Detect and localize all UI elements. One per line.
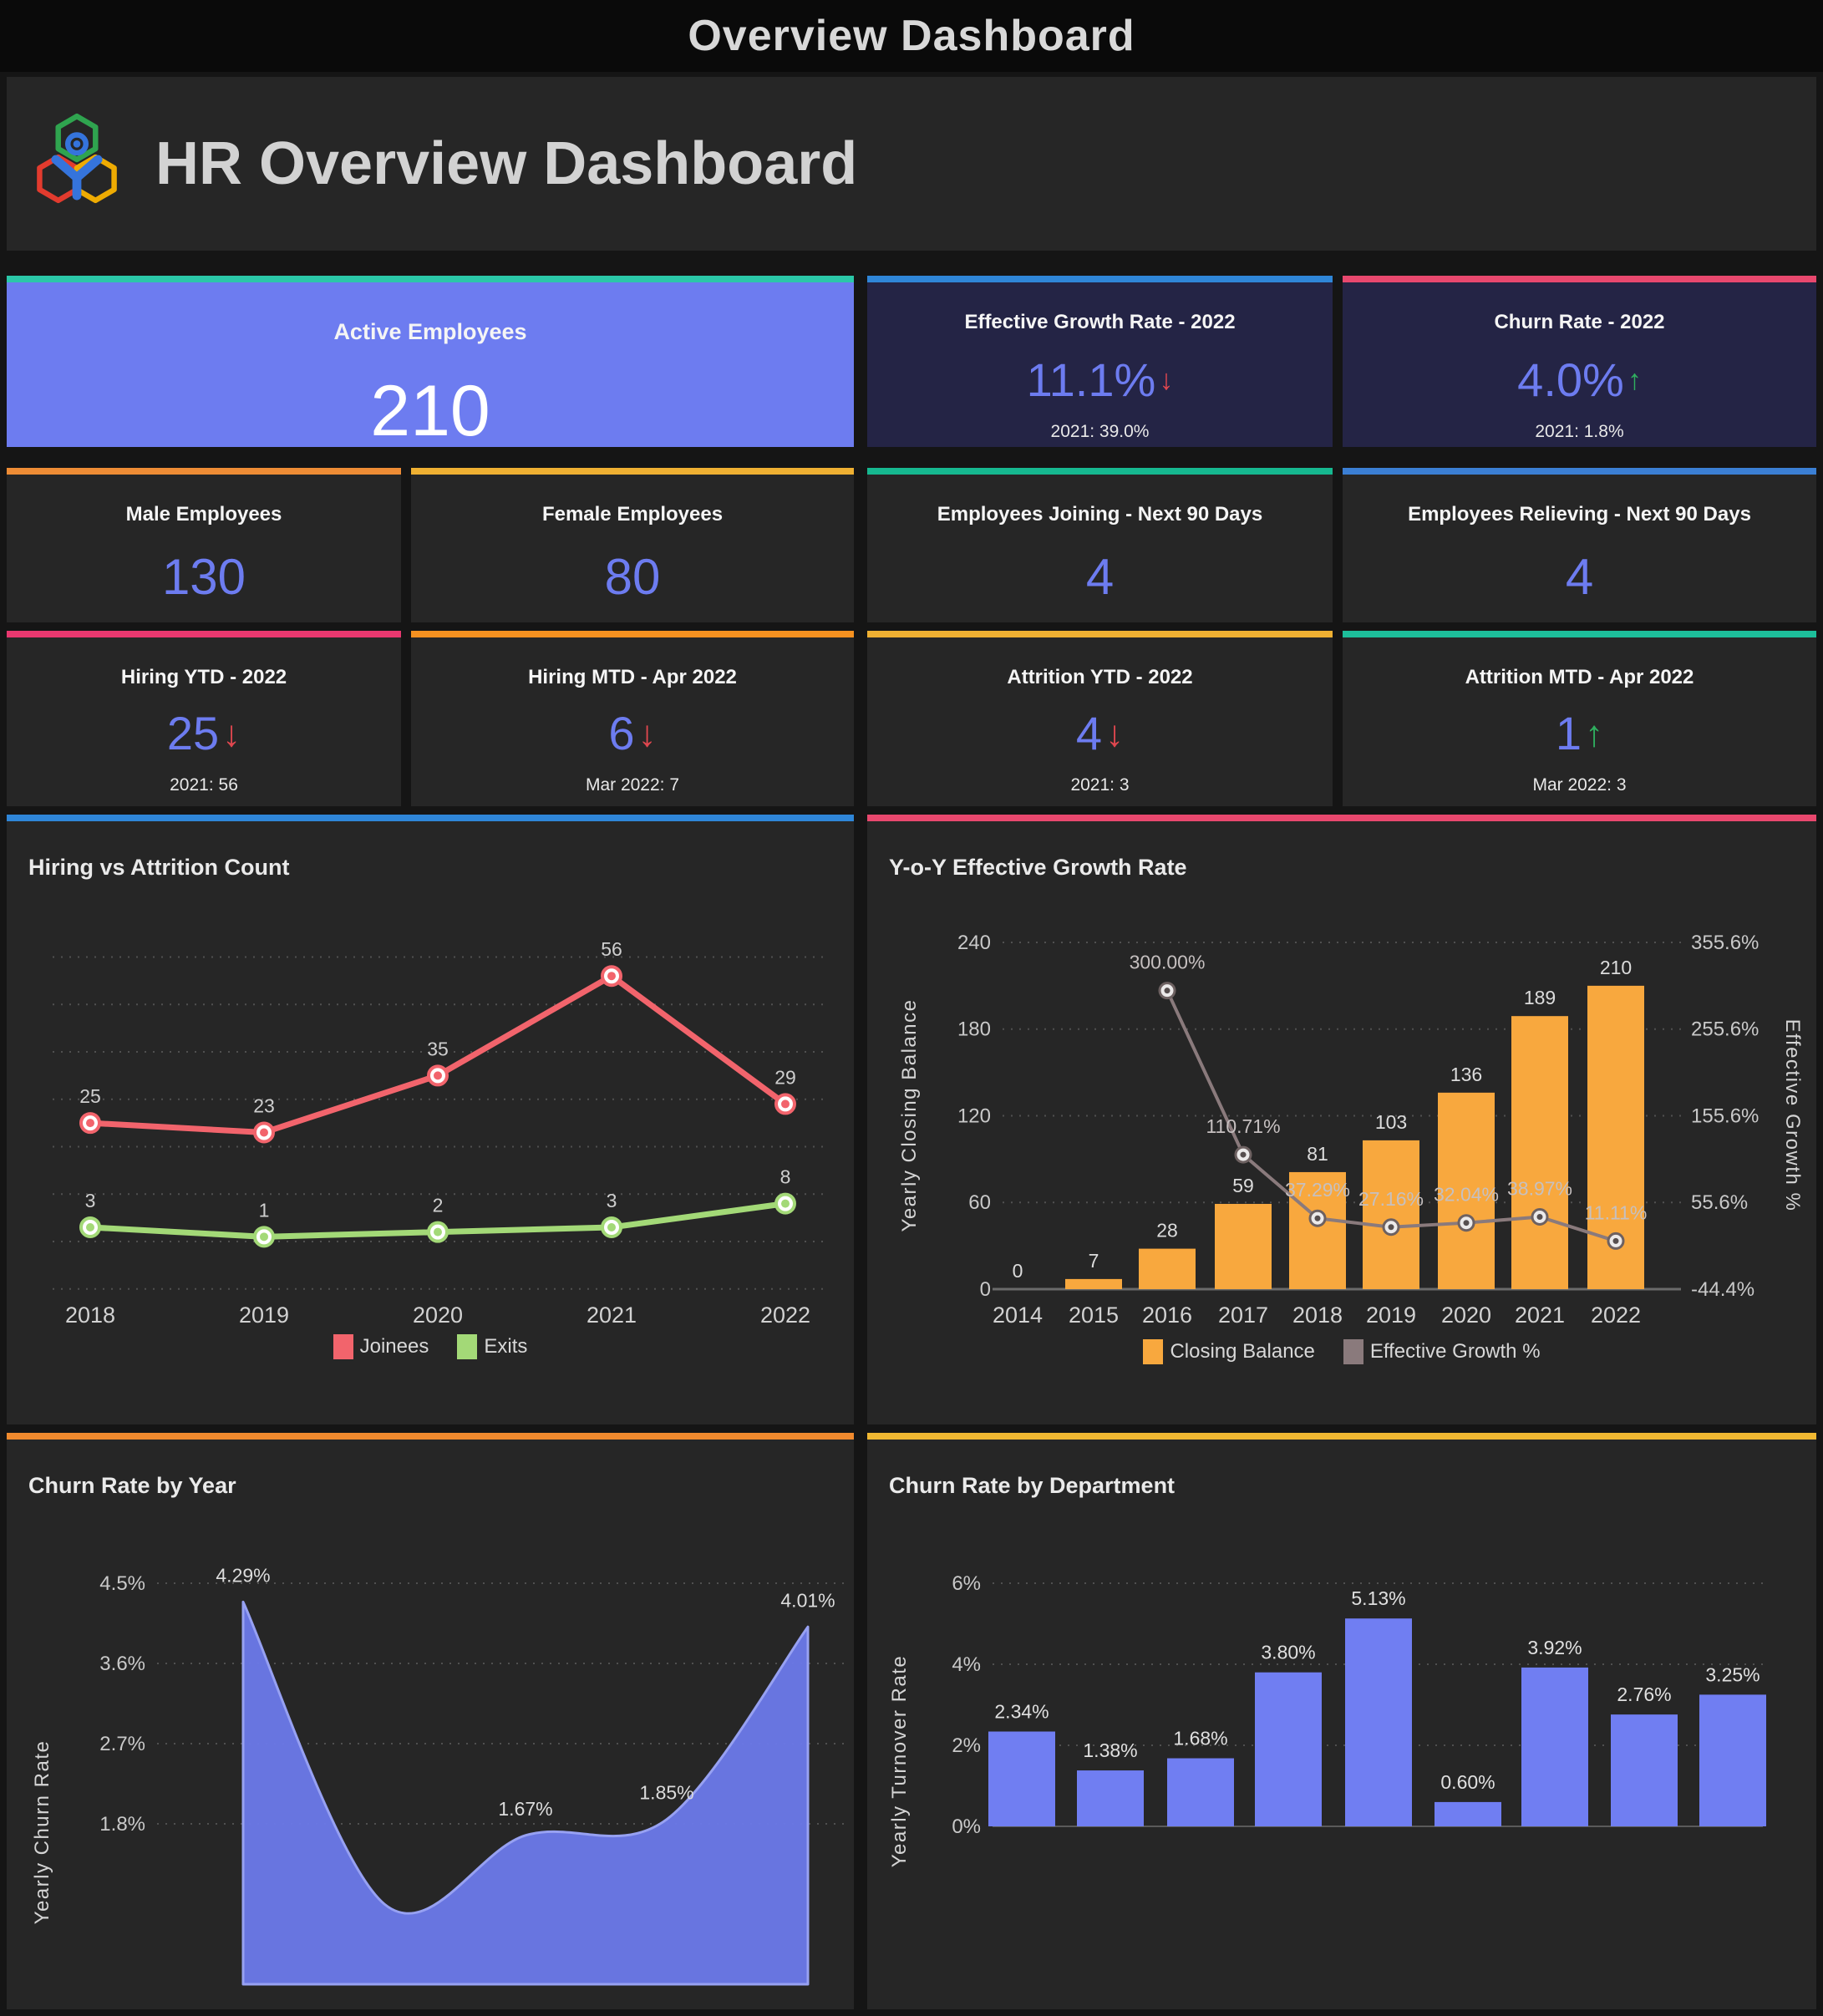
kpi-label: Attrition MTD - Apr 2022 — [1465, 666, 1694, 688]
app-title-bar — [0, 0, 1823, 72]
svg-text:2: 2 — [432, 1194, 444, 1216]
kpi-label: Female Employees — [541, 503, 724, 526]
chart-title: Y-o-Y Effective Growth Rate — [889, 855, 1187, 880]
churn-by-department-bar-chart[interactable] — [867, 1440, 1816, 2016]
svg-text:300.00%: 300.00% — [1129, 951, 1206, 973]
svg-text:0.60%: 0.60% — [1440, 1770, 1495, 1793]
kpi-card-relieving-next-90-days[interactable] — [1343, 468, 1816, 622]
kpi-comparison: Mar 2022: 3 — [1532, 775, 1627, 795]
svg-text:Yearly Churn Rate: Yearly Churn Rate — [31, 1739, 53, 1925]
kpi-comparison: 2021: 1.8% — [1535, 422, 1624, 441]
trend-down-arrow-icon: ↓ — [222, 713, 241, 754]
svg-text:3.25%: 3.25% — [1705, 1663, 1760, 1686]
kpi-value: 130 — [161, 549, 246, 605]
kpi-value: 210 — [370, 371, 490, 451]
kpi-card-attrition-ytd[interactable] — [867, 631, 1333, 806]
svg-text:189: 189 — [1523, 987, 1556, 1009]
page-title: HR Overview Dashboard — [155, 130, 858, 197]
svg-text:355.6%: 355.6% — [1691, 931, 1760, 954]
svg-text:2022: 2022 — [759, 1303, 811, 1328]
app-title: Overview Dashboard — [688, 12, 1135, 60]
chart-legend — [7, 1334, 854, 1359]
effective-growth-swatch-icon — [1343, 1339, 1363, 1364]
kpi-label: Hiring MTD - Apr 2022 — [528, 666, 737, 688]
svg-text:55.6%: 55.6% — [1691, 1191, 1749, 1215]
svg-text:2.34%: 2.34% — [994, 1700, 1049, 1723]
svg-text:4.5%: 4.5% — [99, 1572, 145, 1595]
svg-text:0%: 0% — [952, 1815, 981, 1838]
svg-text:Yearly Closing Balance: Yearly Closing Balance — [898, 998, 921, 1232]
legend-item-closing-balance[interactable]: Closing Balance — [1143, 1339, 1314, 1364]
panel-hiring-vs-attrition[interactable] — [7, 815, 854, 1424]
kpi-comparison: 2021: 39.0% — [1050, 422, 1150, 441]
hr-logo-icon — [32, 110, 122, 217]
kpi-card-male-employees[interactable] — [7, 468, 401, 622]
svg-text:2016: 2016 — [1141, 1303, 1193, 1328]
svg-text:0: 0 — [1012, 1260, 1023, 1282]
svg-text:110.71%: 110.71% — [1206, 1115, 1281, 1138]
svg-text:3.6%: 3.6% — [99, 1652, 145, 1675]
svg-text:2019: 2019 — [238, 1303, 290, 1328]
svg-text:5.13%: 5.13% — [1351, 1587, 1406, 1610]
closing-balance-swatch-icon — [1143, 1339, 1163, 1364]
svg-text:29: 29 — [774, 1066, 796, 1089]
chart-legend — [867, 1339, 1816, 1364]
svg-text:4%: 4% — [952, 1653, 981, 1676]
kpi-label: Male Employees — [125, 503, 282, 526]
svg-text:4.29%: 4.29% — [216, 1564, 271, 1587]
svg-text:2015: 2015 — [1068, 1303, 1120, 1328]
panel-churn-rate-by-department[interactable] — [867, 1433, 1816, 2009]
svg-text:1.8%: 1.8% — [99, 1813, 145, 1836]
panel-yoy-effective-growth[interactable] — [867, 815, 1816, 1424]
svg-text:103: 103 — [1374, 1110, 1408, 1133]
svg-text:37.29%: 37.29% — [1284, 1179, 1351, 1201]
svg-text:2020: 2020 — [412, 1303, 464, 1328]
kpi-label: Attrition YTD - 2022 — [1007, 666, 1193, 688]
kpi-value: 4.0% ↑ — [1517, 353, 1642, 406]
kpi-value: 4 — [1085, 549, 1115, 605]
kpi-label: Churn Rate - 2022 — [1494, 311, 1665, 333]
chart-title: Churn Rate by Department — [889, 1473, 1176, 1498]
svg-text:3.92%: 3.92% — [1527, 1636, 1582, 1658]
svg-text:2021: 2021 — [1514, 1303, 1566, 1328]
svg-text:210: 210 — [1599, 956, 1633, 978]
svg-text:2.7%: 2.7% — [99, 1732, 145, 1755]
kpi-card-effective-growth-rate[interactable] — [867, 276, 1333, 447]
exits-swatch-icon — [457, 1334, 477, 1359]
svg-text:23: 23 — [253, 1094, 275, 1117]
svg-text:27.16%: 27.16% — [1358, 1187, 1424, 1210]
kpi-value: 6↓ — [608, 707, 657, 759]
kpi-value: 11.1% ↓ — [1026, 353, 1174, 406]
svg-text:2019: 2019 — [1365, 1303, 1417, 1328]
legend-item-effective-growth[interactable]: Effective Growth % — [1343, 1339, 1541, 1364]
trend-down-arrow-icon: ↓ — [637, 713, 657, 754]
svg-text:11.11%: 11.11% — [1584, 1201, 1648, 1224]
svg-text:-44.4%: -44.4% — [1691, 1278, 1755, 1301]
kpi-card-joining-next-90-days[interactable] — [867, 468, 1333, 622]
kpi-comparison: 2021: 3 — [1070, 775, 1130, 795]
svg-text:120: 120 — [957, 1104, 991, 1128]
svg-text:7: 7 — [1088, 1249, 1099, 1272]
joinees-swatch-icon — [333, 1334, 353, 1359]
svg-text:8: 8 — [779, 1165, 791, 1188]
chart-title: Hiring vs Attrition Count — [28, 855, 290, 880]
svg-text:59: 59 — [1232, 1174, 1254, 1196]
legend-item-exits[interactable]: Exits — [457, 1334, 527, 1359]
legend-item-joinees[interactable]: Joinees — [333, 1334, 429, 1359]
kpi-value: 1↑ — [1555, 707, 1604, 759]
trend-up-arrow-icon: ↑ — [1627, 364, 1642, 396]
svg-text:1: 1 — [258, 1199, 270, 1221]
svg-text:4.01%: 4.01% — [780, 1589, 835, 1612]
svg-text:6%: 6% — [952, 1572, 981, 1595]
svg-text:2018: 2018 — [64, 1303, 116, 1328]
kpi-card-female-employees[interactable] — [411, 468, 854, 622]
svg-text:32.04%: 32.04% — [1433, 1183, 1500, 1206]
kpi-card-active-employees[interactable] — [7, 276, 854, 451]
svg-text:0: 0 — [979, 1278, 991, 1301]
svg-text:35: 35 — [427, 1038, 449, 1060]
svg-text:3: 3 — [606, 1189, 617, 1211]
svg-text:60: 60 — [968, 1191, 991, 1215]
kpi-comparison: 2021: 56 — [170, 775, 238, 795]
svg-text:56: 56 — [601, 938, 622, 961]
svg-text:3.80%: 3.80% — [1261, 1641, 1316, 1663]
trend-down-arrow-icon: ↓ — [1105, 713, 1125, 754]
svg-text:2.76%: 2.76% — [1617, 1683, 1672, 1706]
svg-text:2018: 2018 — [1292, 1303, 1343, 1328]
svg-text:2021: 2021 — [586, 1303, 637, 1328]
trend-down-arrow-icon: ↓ — [1159, 364, 1174, 396]
kpi-comparison: Mar 2022: 7 — [585, 775, 680, 795]
svg-text:2014: 2014 — [992, 1303, 1044, 1328]
kpi-card-hiring-ytd[interactable] — [7, 631, 401, 806]
kpi-card-churn-rate[interactable] — [1343, 276, 1816, 447]
kpi-label: Employees Relieving - Next 90 Days — [1408, 503, 1751, 526]
svg-text:3: 3 — [84, 1189, 96, 1211]
svg-text:2020: 2020 — [1440, 1303, 1492, 1328]
svg-text:25: 25 — [79, 1085, 101, 1108]
kpi-card-attrition-mtd[interactable] — [1343, 631, 1816, 806]
svg-text:1.38%: 1.38% — [1083, 1739, 1138, 1762]
kpi-label: Effective Growth Rate - 2022 — [964, 311, 1236, 333]
svg-text:240: 240 — [957, 931, 991, 954]
svg-text:155.6%: 155.6% — [1691, 1104, 1760, 1128]
svg-text:28: 28 — [1156, 1219, 1178, 1242]
kpi-card-hiring-mtd[interactable] — [411, 631, 854, 806]
chart-title: Churn Rate by Year — [28, 1473, 236, 1498]
trend-up-arrow-icon: ↑ — [1585, 713, 1604, 754]
kpi-value: 25↓ — [166, 707, 241, 759]
svg-text:81: 81 — [1307, 1142, 1328, 1165]
svg-text:1.67%: 1.67% — [498, 1797, 553, 1820]
svg-text:180: 180 — [957, 1018, 991, 1041]
svg-text:Yearly Turnover Rate: Yearly Turnover Rate — [888, 1654, 911, 1868]
svg-text:1.68%: 1.68% — [1173, 1727, 1228, 1749]
svg-text:255.6%: 255.6% — [1691, 1018, 1760, 1041]
svg-text:1.85%: 1.85% — [639, 1781, 694, 1804]
kpi-label: Employees Joining - Next 90 Days — [937, 503, 1263, 526]
kpi-label: Hiring YTD - 2022 — [120, 666, 287, 688]
panel-churn-rate-by-year[interactable] — [7, 1433, 854, 2009]
kpi-value: 4 — [1565, 549, 1594, 605]
churn-by-year-area-chart[interactable] — [7, 1440, 854, 2016]
kpi-value: 80 — [604, 549, 661, 605]
kpi-label: Active Employees — [333, 319, 527, 344]
svg-text:Effective Growth %: Effective Growth % — [1781, 1018, 1804, 1212]
svg-text:2022: 2022 — [1590, 1303, 1642, 1328]
svg-text:2017: 2017 — [1217, 1303, 1269, 1328]
svg-text:136: 136 — [1450, 1063, 1483, 1085]
svg-text:38.97%: 38.97% — [1506, 1177, 1573, 1200]
dashboard-header — [7, 77, 1816, 251]
kpi-value: 4↓ — [1075, 707, 1125, 759]
svg-text:2%: 2% — [952, 1734, 981, 1757]
